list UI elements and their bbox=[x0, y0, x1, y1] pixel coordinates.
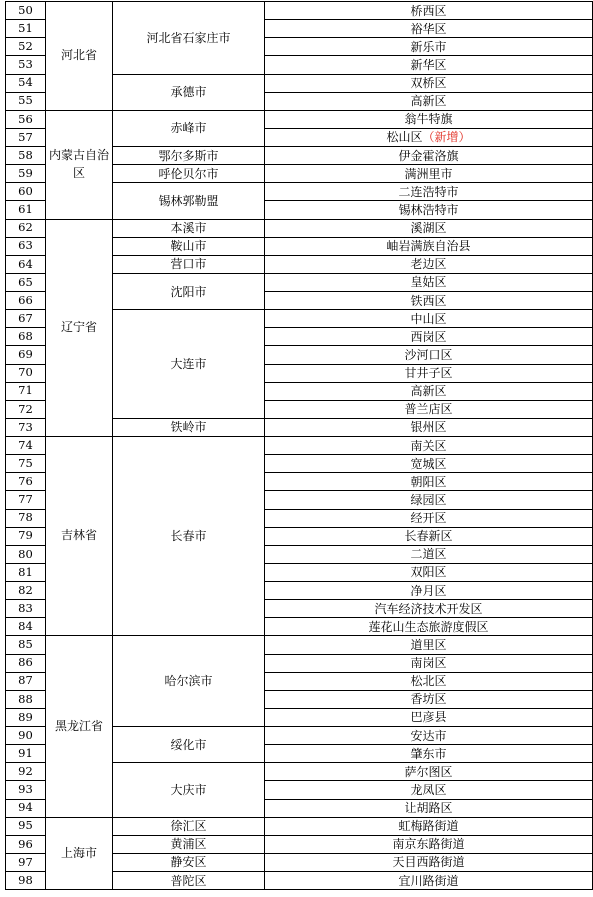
district-cell bbox=[265, 672, 593, 690]
row-number: 71 bbox=[6, 382, 46, 400]
row-number: 89 bbox=[6, 708, 46, 726]
district-cell bbox=[265, 237, 593, 255]
district-name: 甘井子区 bbox=[404, 366, 453, 381]
district-cell bbox=[265, 582, 593, 600]
row-number: 79 bbox=[6, 527, 46, 545]
district-cell bbox=[265, 165, 593, 183]
province-cell: 河北省 bbox=[46, 2, 113, 111]
row-number: 95 bbox=[6, 817, 46, 835]
city-cell: 静安区 bbox=[113, 853, 265, 871]
district-cell bbox=[265, 183, 593, 201]
district-cell bbox=[265, 654, 593, 672]
district-cell bbox=[265, 563, 593, 581]
district-table bbox=[5, 1, 593, 890]
district-cell bbox=[265, 727, 593, 745]
district-cell bbox=[265, 2, 593, 20]
district-cell bbox=[265, 382, 593, 400]
row-number: 84 bbox=[6, 618, 46, 636]
row-number: 55 bbox=[6, 92, 46, 110]
row-number: 58 bbox=[6, 147, 46, 165]
district-name: 皇姑区 bbox=[410, 275, 447, 290]
district-name: 满洲里市 bbox=[404, 166, 453, 181]
row-number: 51 bbox=[6, 20, 46, 38]
district-cell bbox=[265, 255, 593, 273]
city-cell: 承德市 bbox=[113, 74, 265, 110]
district-cell bbox=[265, 817, 593, 835]
city-cell: 赤峰市 bbox=[113, 110, 265, 146]
district-name: 普兰店区 bbox=[404, 402, 453, 417]
row-number: 50 bbox=[6, 2, 46, 20]
district-name: 肇东市 bbox=[410, 746, 447, 761]
district-cell bbox=[265, 600, 593, 618]
district-name: 汽车经济技术开发区 bbox=[374, 601, 483, 616]
district-name: 莲花山生态旅游度假区 bbox=[368, 619, 489, 634]
row-number: 74 bbox=[6, 437, 46, 455]
district-name: 翁牛特旗 bbox=[404, 112, 453, 127]
row-number: 94 bbox=[6, 799, 46, 817]
district-cell bbox=[265, 437, 593, 455]
row-number: 66 bbox=[6, 292, 46, 310]
district-cell bbox=[265, 872, 593, 890]
row-number: 72 bbox=[6, 400, 46, 418]
district-cell bbox=[265, 328, 593, 346]
province-cell: 黑龙江省 bbox=[46, 636, 113, 817]
district-cell bbox=[265, 292, 593, 310]
row-number: 98 bbox=[6, 872, 46, 890]
district-name: 宽城区 bbox=[410, 456, 447, 471]
province-cell: 吉林省 bbox=[46, 437, 113, 636]
row-number: 70 bbox=[6, 364, 46, 382]
new-addition-note: （新增） bbox=[422, 130, 471, 145]
district-cell bbox=[265, 346, 593, 364]
district-name: 二道区 bbox=[410, 547, 447, 562]
row-number: 64 bbox=[6, 255, 46, 273]
district-name: 溪湖区 bbox=[410, 221, 447, 236]
district-cell bbox=[265, 455, 593, 473]
district-name: 长春新区 bbox=[404, 529, 453, 544]
row-number: 93 bbox=[6, 781, 46, 799]
district-name: 铁西区 bbox=[410, 293, 447, 308]
district-name: 龙凤区 bbox=[410, 782, 447, 797]
city-cell: 绥化市 bbox=[113, 727, 265, 763]
row-number: 69 bbox=[6, 346, 46, 364]
row-number: 60 bbox=[6, 183, 46, 201]
city-cell: 呼伦贝尔市 bbox=[113, 165, 265, 183]
district-name: 经开区 bbox=[410, 511, 447, 526]
district-name: 银州区 bbox=[410, 420, 447, 435]
district-name: 松山区 bbox=[386, 130, 423, 145]
row-number: 77 bbox=[6, 491, 46, 509]
district-cell bbox=[265, 690, 593, 708]
row-number: 61 bbox=[6, 201, 46, 219]
city-cell: 本溪市 bbox=[113, 219, 265, 237]
district-cell bbox=[265, 545, 593, 563]
table-row bbox=[6, 2, 593, 20]
district-name: 高新区 bbox=[410, 94, 447, 109]
city-cell: 鄂尔多斯市 bbox=[113, 147, 265, 165]
row-number: 88 bbox=[6, 690, 46, 708]
district-cell bbox=[265, 56, 593, 74]
row-number: 90 bbox=[6, 727, 46, 745]
district-cell bbox=[265, 364, 593, 382]
district-name: 锡林浩特市 bbox=[398, 202, 459, 217]
district-cell bbox=[265, 618, 593, 636]
district-cell bbox=[265, 473, 593, 491]
city-cell: 大庆市 bbox=[113, 763, 265, 817]
province-cell: 内蒙古自治区 bbox=[46, 110, 113, 219]
district-cell bbox=[265, 38, 593, 56]
district-name: 绿园区 bbox=[410, 492, 447, 507]
district-table-body bbox=[6, 2, 593, 890]
city-cell: 铁岭市 bbox=[113, 418, 265, 436]
table-row bbox=[6, 219, 593, 237]
district-name: 裕华区 bbox=[410, 21, 447, 36]
row-number: 76 bbox=[6, 473, 46, 491]
row-number: 80 bbox=[6, 545, 46, 563]
row-number: 82 bbox=[6, 582, 46, 600]
row-number: 67 bbox=[6, 310, 46, 328]
district-cell bbox=[265, 92, 593, 110]
district-cell bbox=[265, 853, 593, 871]
row-number: 52 bbox=[6, 38, 46, 56]
district-name: 老边区 bbox=[410, 257, 447, 272]
row-number: 83 bbox=[6, 600, 46, 618]
district-name: 萨尔图区 bbox=[404, 764, 453, 779]
district-name: 新乐市 bbox=[410, 39, 447, 54]
city-cell: 长春市 bbox=[113, 437, 265, 636]
row-number: 53 bbox=[6, 56, 46, 74]
district-cell bbox=[265, 418, 593, 436]
district-cell bbox=[265, 708, 593, 726]
district-name: 南关区 bbox=[410, 438, 447, 453]
row-number: 81 bbox=[6, 563, 46, 581]
row-number: 85 bbox=[6, 636, 46, 654]
row-number: 97 bbox=[6, 853, 46, 871]
district-cell bbox=[265, 835, 593, 853]
district-name: 净月区 bbox=[410, 583, 447, 598]
row-number: 73 bbox=[6, 418, 46, 436]
city-cell: 河北省石家庄市 bbox=[113, 2, 265, 75]
row-number: 75 bbox=[6, 455, 46, 473]
district-cell bbox=[265, 745, 593, 763]
table-row bbox=[6, 817, 593, 835]
district-cell bbox=[265, 491, 593, 509]
city-cell: 鞍山市 bbox=[113, 237, 265, 255]
district-name: 巴彦县 bbox=[410, 710, 447, 725]
row-number: 56 bbox=[6, 110, 46, 128]
row-number: 87 bbox=[6, 672, 46, 690]
province-cell: 辽宁省 bbox=[46, 219, 113, 437]
district-name: 高新区 bbox=[410, 384, 447, 399]
district-cell bbox=[265, 273, 593, 291]
row-number: 96 bbox=[6, 835, 46, 853]
row-number: 78 bbox=[6, 509, 46, 527]
row-number: 62 bbox=[6, 219, 46, 237]
district-name: 南岗区 bbox=[410, 656, 447, 671]
district-name: 宜川路街道 bbox=[398, 873, 459, 888]
district-name: 西岗区 bbox=[410, 329, 447, 344]
district-name: 岫岩满族自治县 bbox=[386, 239, 471, 254]
district-cell bbox=[265, 219, 593, 237]
city-cell: 普陀区 bbox=[113, 872, 265, 890]
row-number: 54 bbox=[6, 74, 46, 92]
city-cell: 锡林郭勒盟 bbox=[113, 183, 265, 219]
district-cell bbox=[265, 636, 593, 654]
district-name: 朝阳区 bbox=[410, 474, 447, 489]
row-number: 59 bbox=[6, 165, 46, 183]
district-name: 二连浩特市 bbox=[398, 184, 459, 199]
district-name: 新华区 bbox=[410, 57, 447, 72]
district-name: 双阳区 bbox=[410, 565, 447, 580]
district-cell bbox=[265, 147, 593, 165]
district-name: 安达市 bbox=[410, 728, 447, 743]
district-cell bbox=[265, 527, 593, 545]
district-cell bbox=[265, 763, 593, 781]
row-number: 91 bbox=[6, 745, 46, 763]
row-number: 65 bbox=[6, 273, 46, 291]
table-row bbox=[6, 110, 593, 128]
row-number: 92 bbox=[6, 763, 46, 781]
district-name: 南京东路街道 bbox=[392, 837, 465, 852]
table-row bbox=[6, 437, 593, 455]
district-cell bbox=[265, 128, 593, 146]
district-cell bbox=[265, 400, 593, 418]
district-name: 让胡路区 bbox=[404, 801, 453, 816]
row-number: 57 bbox=[6, 128, 46, 146]
district-name: 香坊区 bbox=[410, 692, 447, 707]
city-cell: 黄浦区 bbox=[113, 835, 265, 853]
district-cell bbox=[265, 799, 593, 817]
city-cell: 徐汇区 bbox=[113, 817, 265, 835]
district-name: 中山区 bbox=[410, 311, 447, 326]
district-name: 伊金霍洛旗 bbox=[398, 148, 459, 163]
row-number: 86 bbox=[6, 654, 46, 672]
district-name: 沙河口区 bbox=[404, 347, 453, 362]
city-cell: 营口市 bbox=[113, 255, 265, 273]
row-number: 63 bbox=[6, 237, 46, 255]
province-cell: 上海市 bbox=[46, 817, 113, 890]
district-name: 双桥区 bbox=[410, 76, 447, 91]
district-name: 虹梅路街道 bbox=[398, 819, 459, 834]
district-name: 桥西区 bbox=[410, 3, 447, 18]
city-cell: 沈阳市 bbox=[113, 273, 265, 309]
city-cell: 哈尔滨市 bbox=[113, 636, 265, 727]
row-number: 68 bbox=[6, 328, 46, 346]
table-row bbox=[6, 636, 593, 654]
district-cell bbox=[265, 509, 593, 527]
district-name: 天目西路街道 bbox=[392, 855, 465, 870]
district-cell bbox=[265, 110, 593, 128]
district-cell bbox=[265, 201, 593, 219]
district-name: 道里区 bbox=[410, 637, 447, 652]
district-cell bbox=[265, 310, 593, 328]
district-cell bbox=[265, 781, 593, 799]
city-cell: 大连市 bbox=[113, 310, 265, 419]
district-cell bbox=[265, 20, 593, 38]
district-cell bbox=[265, 74, 593, 92]
district-name: 松北区 bbox=[410, 674, 447, 689]
